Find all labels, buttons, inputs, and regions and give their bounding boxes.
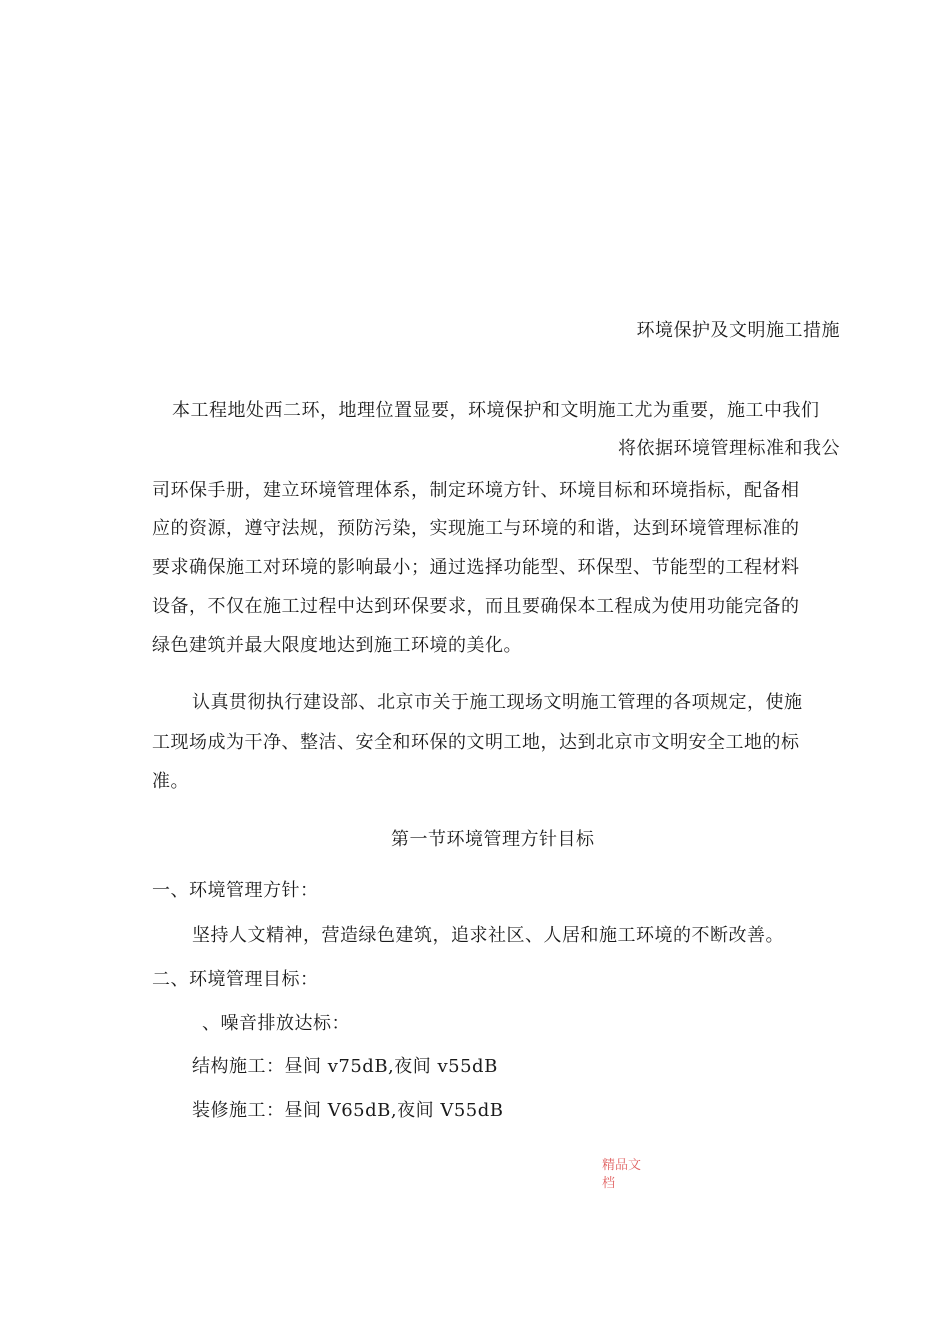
para2-line-3: 准。: [152, 771, 189, 792]
noise-heading: 、噪音排放达标：: [202, 1013, 350, 1034]
policy-heading: 一、环境管理方针：: [152, 880, 319, 901]
intro-line-2: 将依据环境管理标准和我公: [618, 438, 840, 459]
structure-noise-line: 结构施工：昼间 v75dB,夜间 v55dB: [192, 1056, 498, 1077]
watermark-text: 精品文档: [602, 1158, 642, 1191]
section-title: 第一节环境管理方针目标: [391, 829, 595, 850]
goals-heading: 二、环境管理目标：: [152, 969, 319, 990]
intro-line-5: 要求确保施工对环境的影响最小；通过选择功能型、环保型、节能型的工程材料: [152, 557, 800, 578]
decoration-noise-line: 装修施工：昼间 V65dB,夜间 V55dB: [192, 1100, 504, 1121]
policy-text: 坚持人文精神，营造绿色建筑，追求社区、人居和施工环境的不断改善。: [192, 925, 784, 946]
intro-line-4: 应的资源，遵守法规，预防污染，实现施工与环境的和谐，达到环境管理标准的: [152, 518, 800, 539]
para2-line-2: 工现场成为干净、整洁、安全和环保的文明工地，达到北京市文明安全工地的标: [152, 732, 800, 753]
document-title: 环境保护及文明施工措施: [636, 320, 840, 341]
intro-line-6: 设备，不仅在施工过程中达到环保要求，而且要确保本工程成为使用功能完备的: [152, 596, 800, 617]
para2-line-1: 认真贯彻执行建设部、北京市关于施工现场文明施工管理的各项规定，使施: [192, 692, 803, 713]
intro-line-1: 本工程地处西二环，地理位置显要，环境保护和文明施工尤为重要，施工中我们: [172, 400, 820, 421]
intro-line-3: 司环保手册，建立环境管理体系，制定环境方针、环境目标和环境指标，配备相: [152, 480, 800, 501]
intro-line-7: 绿色建筑并最大限度地达到施工环境的美化。: [152, 635, 522, 656]
